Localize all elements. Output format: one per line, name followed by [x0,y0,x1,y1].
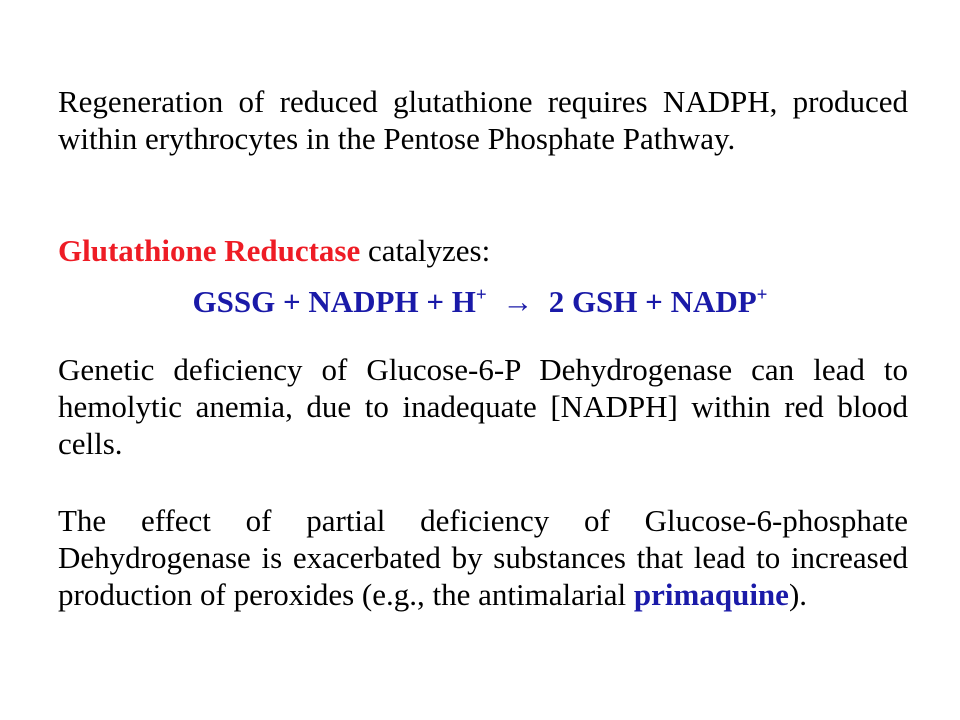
equation-reactants: GSSG + NADPH + H [192,284,476,319]
equation-product-charge: + [756,284,768,306]
reaction-equation [0,284,960,320]
primaquine-term: primaquine [633,576,789,612]
paragraph-g6pd-deficiency: Genetic deficiency of Glucose-6-P Dehydrogenase can lead to hemolytic anemia, due to inadequate [NADPH] within red blood cells. [58,352,908,461]
equation-reactant-charge: + [475,284,487,306]
closing-text: ). [788,576,808,612]
reaction-arrow-icon: → [502,284,534,319]
catalyzes-text: catalyzes: [360,233,491,268]
primaquine-effect-text: The effect of partial deficiency of Glucose-6-phosphate Dehydrogenase is exacerbated by substances that lead to increased production of peroxides (e.g., the antimalarial [58,503,908,612]
paragraph-primaquine-effect [58,503,908,614]
glutathione-reductase-term: Glutathione Reductase [58,233,361,268]
paragraph-nadph-regeneration: Regeneration of reduced glutathione requires NADPH, produced within erythrocytes in the Pentose Phosphate Pathway. [58,84,908,156]
paragraph-glutathione-reductase [58,233,908,270]
equation-products: 2 GSH + NADP [548,284,757,319]
